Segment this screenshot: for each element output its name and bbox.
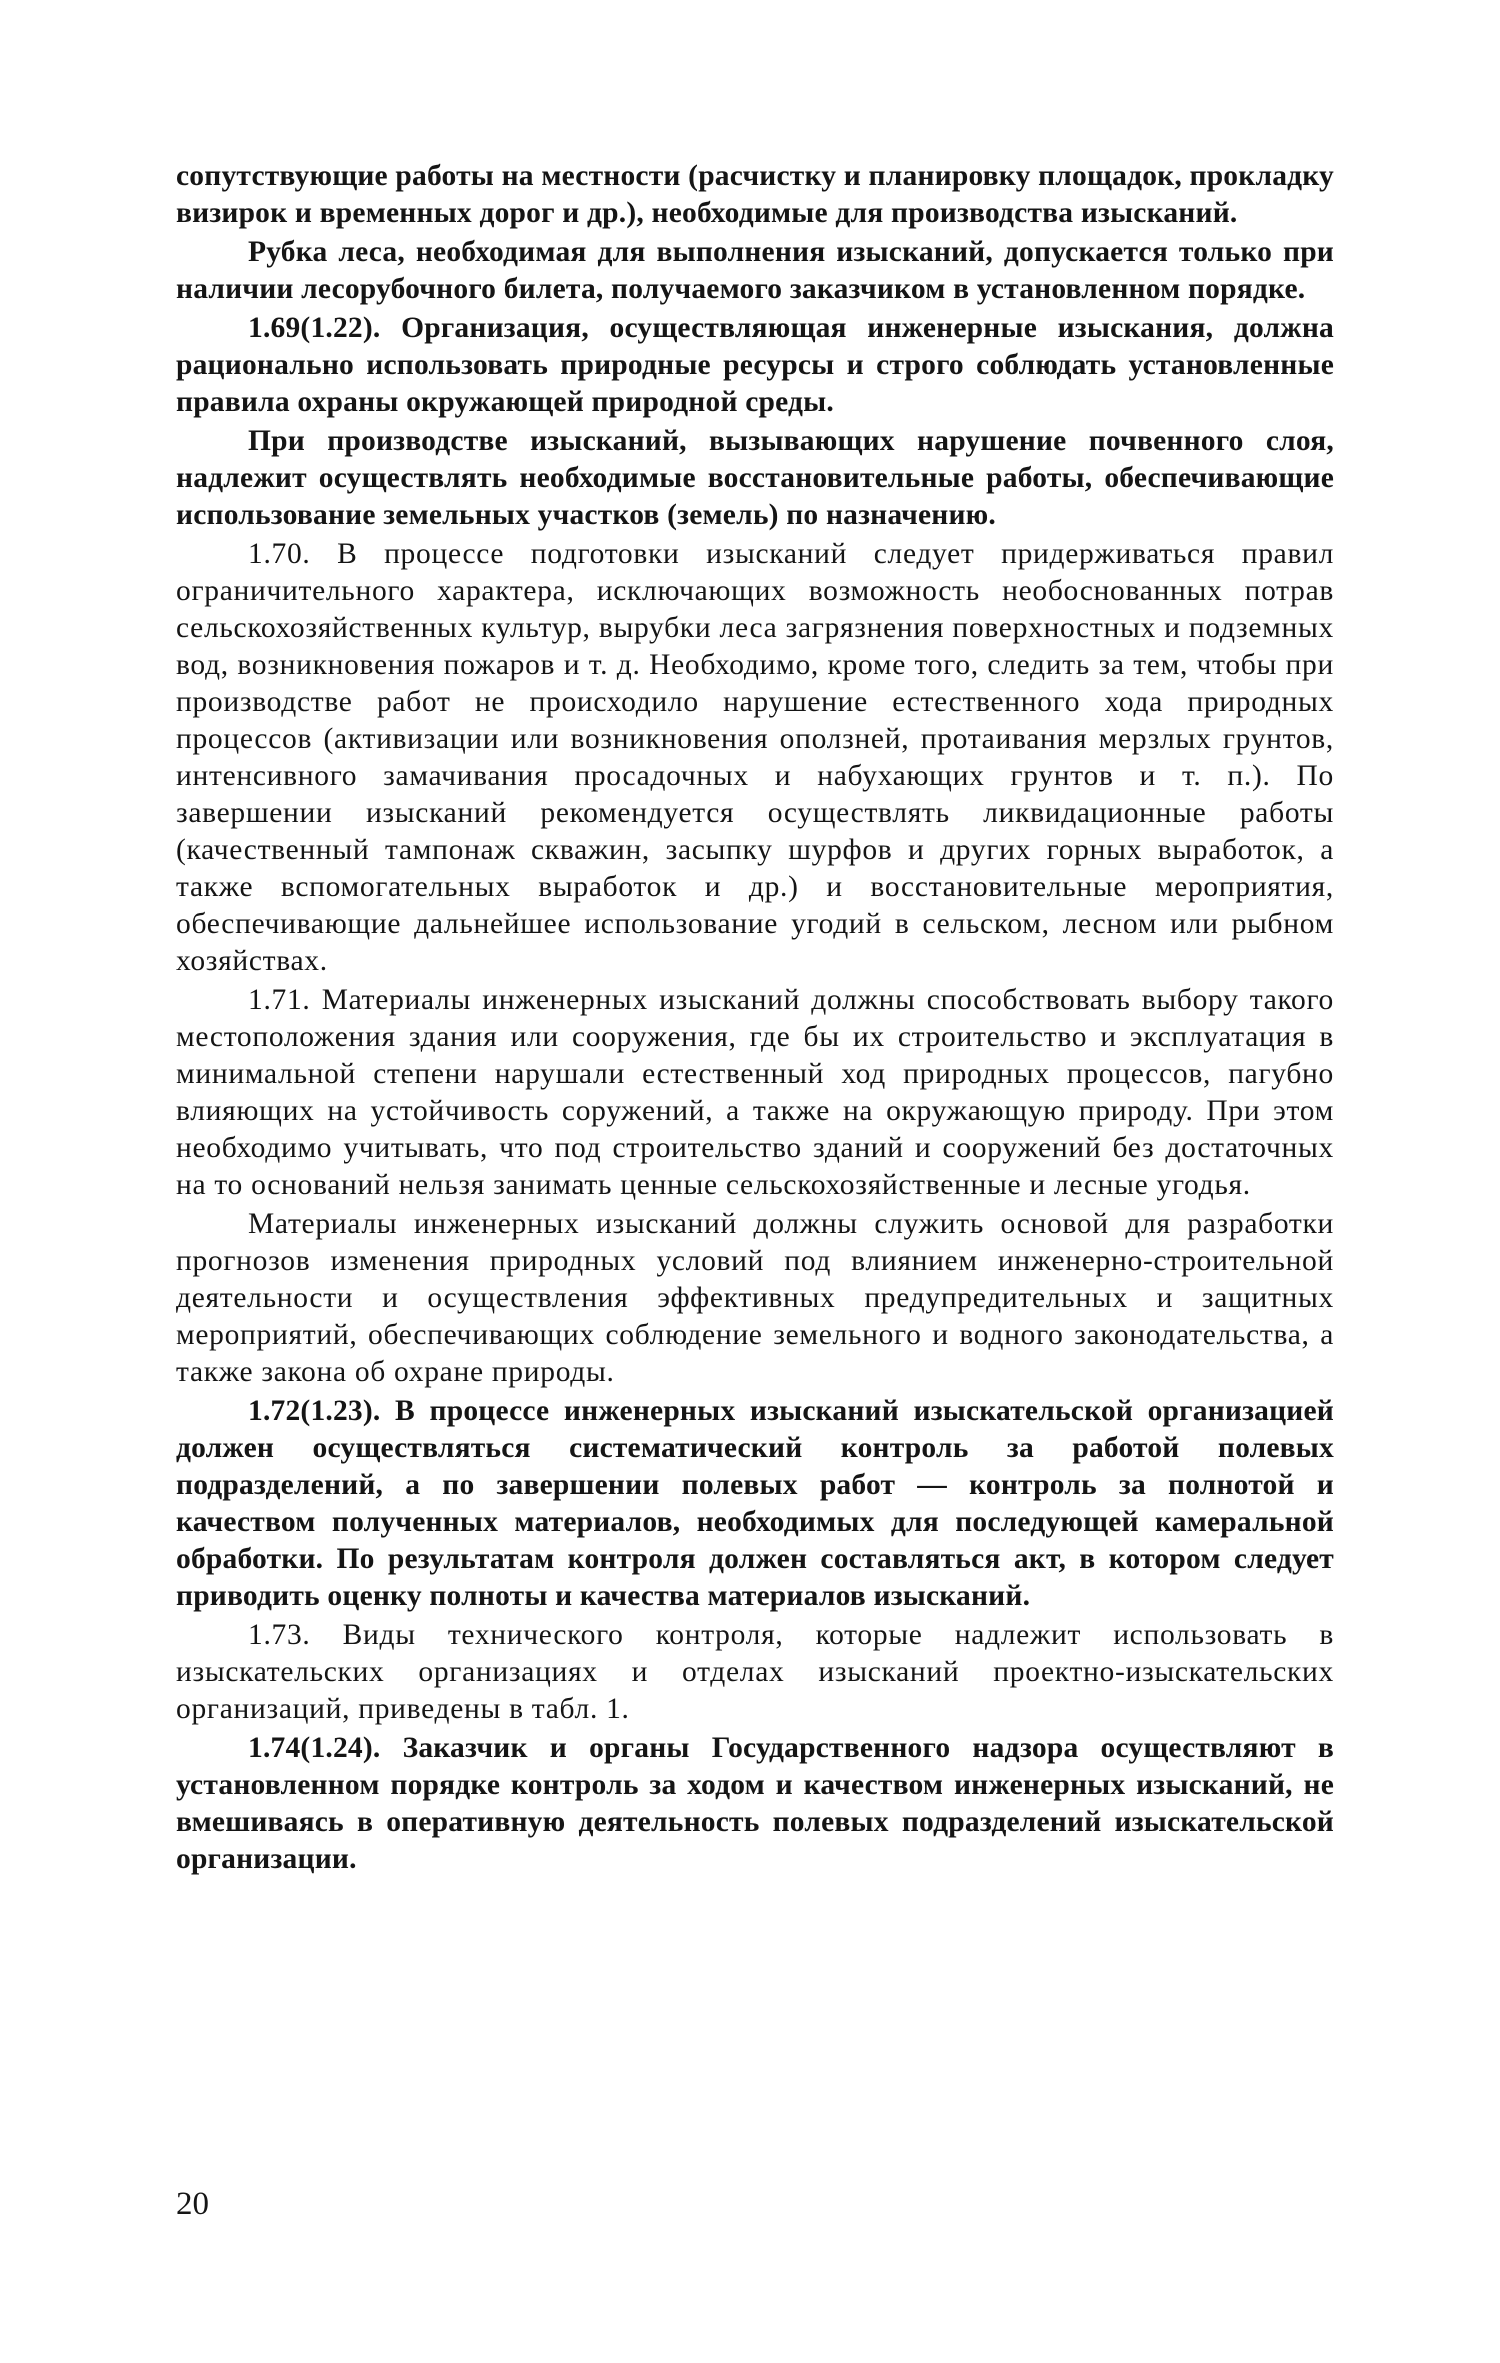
paragraph-1-74: 1.74(1.24). Заказчик и органы Государственного надзора осуществляют в установленном порядке контроль за ходом и качеством инженерных изысканий, не вмешиваясь в оперативную деятельность полевых подразделений изыскательской организации. xyxy=(176,1732,1334,1875)
paragraph-1-70: 1.70. В процессе подготовки изысканий следует придерживаться правил ограничительного характера, исключающих возможность необоснованных потрав сельскохозяйственных культур, вырубки леса загрязнения поверхностных и подземных вод, возникновения пожаров и т. д. Необходимо, кроме того, следить за тем, чтобы при производстве работ не происходило нарушение естественного хода природных процессов (активизации или возникновения оползней, протаивания мерзлых грунтов, интенсивного замачивания просадочных и набухающих грунтов и т. п.). По завершении изысканий рекомендуется осуществлять ликвидационные работы (качественный тампонаж скважин, засыпку шурфов и других горных выработок, а также вспомогательных выработок и др.) и восстановительные мероприятия, обеспечивающие дальнейшее использование угодий в сельском, лесном или рыбном хозяйствах. xyxy=(176,538,1334,977)
paragraph-1-71: 1.71. Материалы инженерных изысканий должны способствовать выбору такого местоположения здания или сооружения, где бы их строительство и эксплуатация в минимальной степени нарушали естественный ход природных процессов, пагубно влияющих на устойчивость соружений, а также на окружающую природу. При этом необходимо учитывать, что под строительство зданий и сооружений без достаточных на то оснований нельзя занимать ценные сельскохозяйственные и лесные угодья. xyxy=(176,984,1334,1201)
paragraph-1-69: 1.69(1.22). Организация, осуществляющая инженерные изыскания, должна рационально использовать природные ресурсы и строго соблюдать установленные правила охраны окружающей природной среды. xyxy=(176,312,1334,418)
paragraph-soil-restoration: При производстве изысканий, вызывающих нарушение почвенного слоя, надлежит осуществлять необходимые восстановительные работы, обеспечивающие использование земельных участков (земель) по назначению. xyxy=(176,425,1334,531)
paragraph-forest-cutting: Рубка леса, необходимая для выполнения изысканий, допускается только при наличии лесорубочного билета, получаемого заказчиком в установленном порядке. xyxy=(176,236,1334,305)
paragraph-1-72: 1.72(1.23). В процессе инженерных изысканий изыскательской организацией должен осуществляться систематический контроль за работой полевых подразделений, а по завершении полевых работ — контроль за полнотой и качеством полученных материалов, необходимых для последующей камеральной обработки. По результатам контроля должен составляться акт, в котором следует приводить оценку полноты и качества материалов изысканий. xyxy=(176,1395,1334,1612)
paragraph-forecast-basis: Материалы инженерных изысканий должны служить основой для разработки прогнозов изменения природных условий под влиянием инженерно-строительной деятельности и осуществления эффективных предупредительных и защитных мероприятий, обеспечивающих соблюдение земельного и водного законодательства, а также закона об охране природы. xyxy=(176,1208,1334,1388)
paragraph-site-works: сопутствующие работы на местности (расчистку и планировку площадок, прокладку визирок и временных дорог и др.), необходимые для производства изысканий. xyxy=(176,160,1334,229)
paragraph-1-73: 1.73. Виды технического контроля, которые надлежит использовать в изыскательских организациях и отделах изысканий проектно-изыскательских организаций, приведены в табл. 1. xyxy=(176,1619,1334,1725)
document-body xyxy=(176,158,1334,1878)
page-number: 20 xyxy=(176,2186,209,2222)
